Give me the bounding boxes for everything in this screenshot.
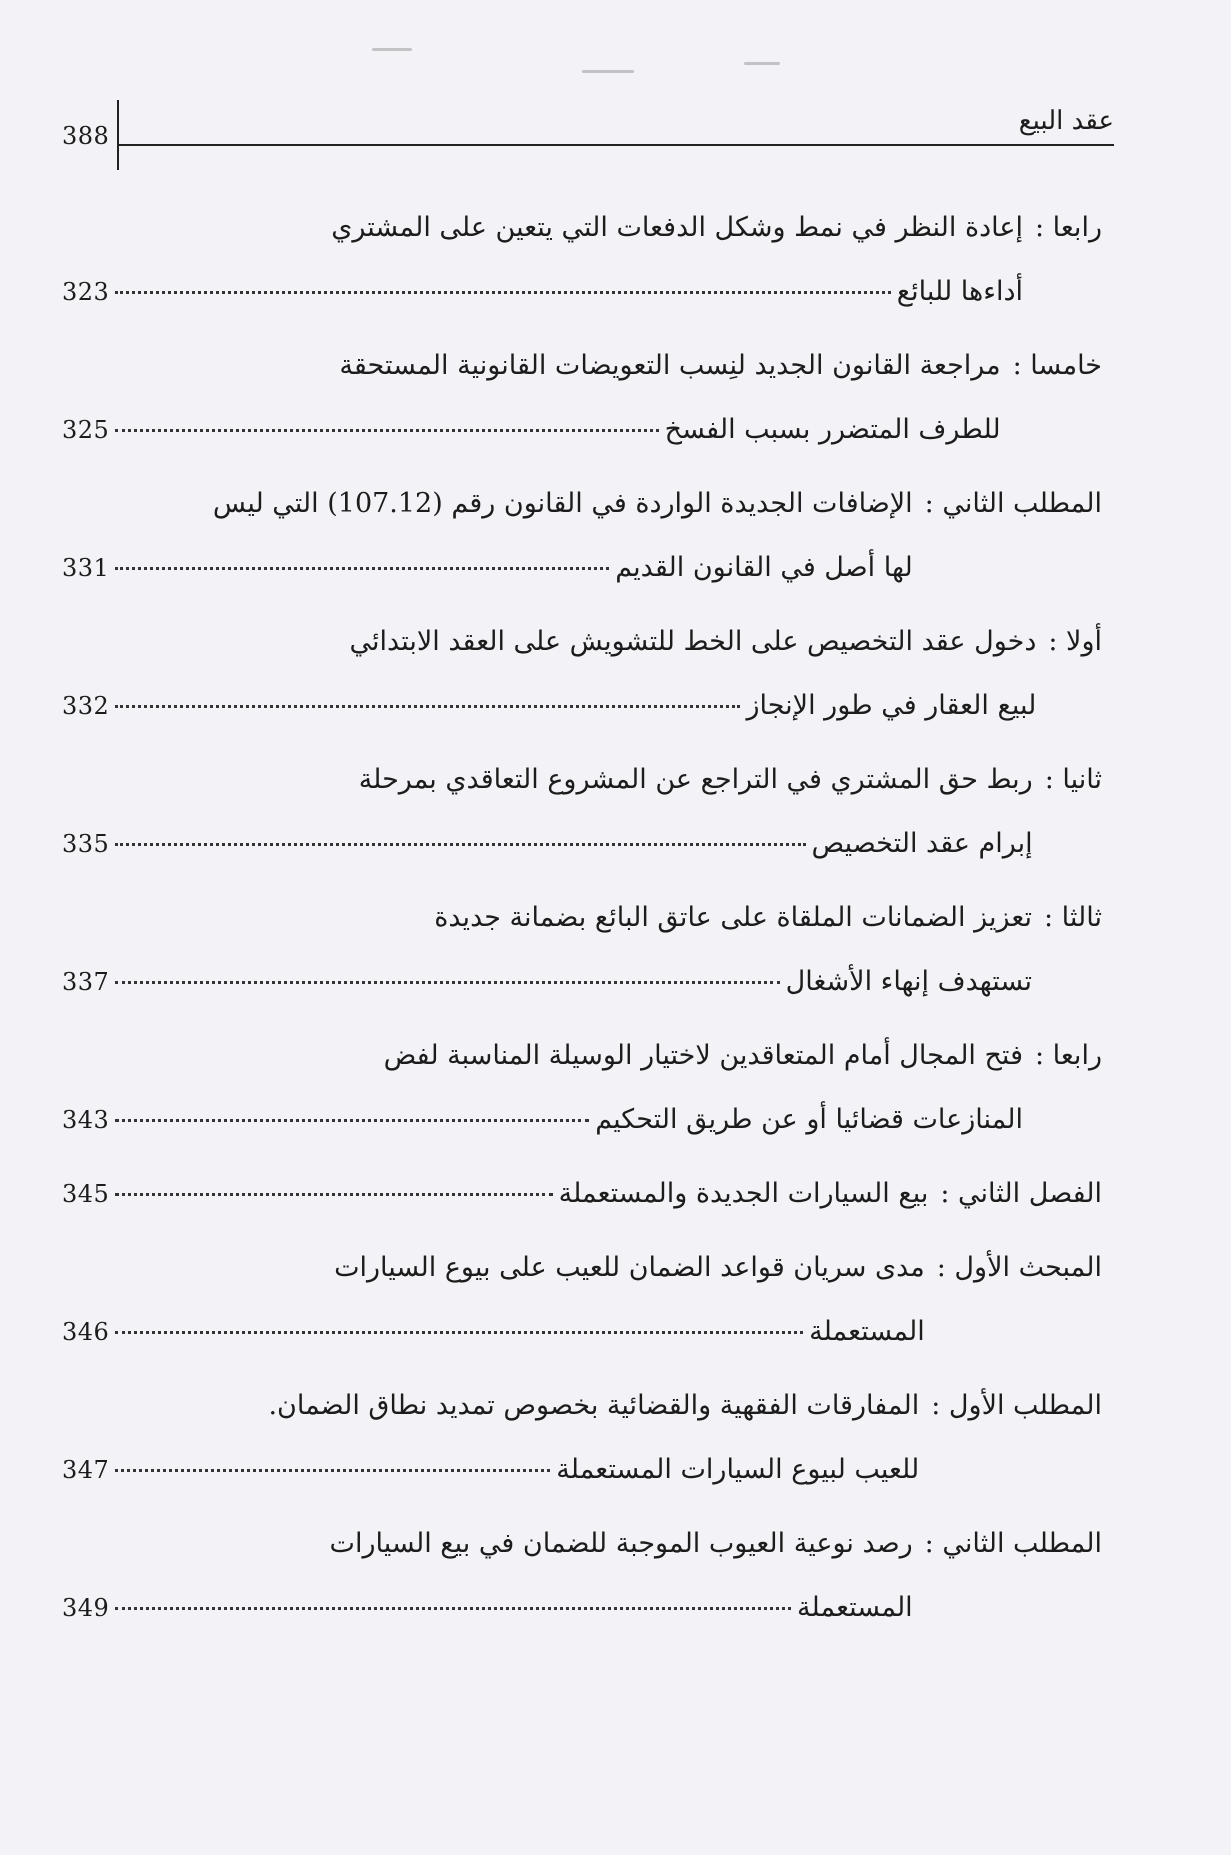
toc-entry (62, 748, 1102, 876)
toc-entry-last-line (62, 812, 1033, 876)
toc-entry-title-line: دخول عقد التخصيص على الخط للتشويش على العقد الابتدائي (349, 626, 1037, 657)
toc-entry-last-line (62, 398, 1001, 462)
toc-entry-title-line: فتح المجال أمام المتعاقدين لاختيار الوسيلة المناسبة لفض (383, 1040, 1023, 1071)
toc-entry-title-line: مدى سريان قواعد الضمان للعيب على بيوع السيارات (334, 1252, 925, 1283)
scan-smudge (744, 62, 780, 65)
scan-smudge (582, 70, 634, 73)
table-of-contents (62, 196, 1102, 1650)
toc-page-number[interactable]: 347 (62, 1456, 110, 1484)
toc-entry-last-line (62, 1438, 919, 1502)
toc-entry (62, 1374, 1102, 1502)
toc-entry-body (62, 196, 1023, 324)
toc-entry-title-end: لبيع العقار في طور الإنجاز (746, 690, 1037, 721)
toc-entry-body (62, 1374, 919, 1502)
toc-entry-label: المطلب الثاني : (924, 488, 1102, 519)
toc-entry-body (62, 1236, 925, 1364)
toc-entry-last-line (62, 1300, 925, 1364)
toc-entry-last-line (62, 536, 913, 600)
dot-leader (115, 705, 740, 708)
toc-entry (62, 1162, 1102, 1226)
toc-entry-body (62, 334, 1001, 462)
toc-page-number[interactable]: 343 (62, 1106, 110, 1134)
toc-entry-label: الفصل الثاني : (940, 1178, 1102, 1209)
toc-entry-title-end: للطرف المتضرر بسبب الفسخ (664, 414, 1001, 445)
toc-entry (62, 472, 1102, 600)
toc-entry-last-line (62, 950, 1032, 1014)
toc-entry-title-end: المستعملة (809, 1316, 925, 1347)
toc-entry (62, 1512, 1102, 1640)
toc-entry-title-end: المستعملة (797, 1592, 913, 1623)
toc-entry-label: ثانيا : (1044, 764, 1102, 795)
toc-page-number[interactable]: 332 (62, 692, 110, 720)
toc-entry-last-line (62, 1162, 928, 1226)
toc-entry-label: رابعا : (1035, 1040, 1102, 1071)
toc-entry-title-end: المنازعات قضائيا أو عن طريق التحكيم (595, 1104, 1023, 1135)
header-horizontal-rule (117, 144, 1114, 146)
toc-entry-title-line: إعادة النظر في نمط وشكل الدفعات التي يتعين على المشتري (331, 212, 1023, 243)
toc-entry-title-line: رصد نوعية العيوب الموجبة للضمان في بيع السيارات (329, 1528, 913, 1559)
dot-leader (115, 291, 890, 294)
dot-leader (115, 981, 779, 984)
toc-entry-last-line (62, 1088, 1023, 1152)
toc-entry-label: أولا : (1048, 626, 1102, 657)
toc-entry-title-end: أداءها للبائع (896, 276, 1023, 307)
toc-page-number[interactable]: 331 (62, 554, 110, 582)
dot-leader (115, 429, 658, 432)
toc-entry-title-line: الإضافات الجديدة الواردة في القانون رقم (107.12) التي ليس (212, 488, 913, 519)
toc-entry-label: المبحث الأول : (936, 1252, 1102, 1283)
toc-entry (62, 1024, 1102, 1152)
toc-page-number[interactable]: 325 (62, 416, 110, 444)
scan-smudge (372, 48, 412, 51)
toc-entry (62, 196, 1102, 324)
dot-leader (115, 1193, 552, 1196)
toc-entry-title-end: تستهدف إنهاء الأشغال (785, 966, 1032, 997)
toc-page-number[interactable]: 323 (62, 278, 110, 306)
header-vertical-rule (117, 100, 119, 170)
toc-page-number[interactable]: 349 (62, 1594, 110, 1622)
toc-entry-body (62, 1024, 1023, 1152)
toc-entry-body (62, 610, 1036, 738)
toc-entry (62, 1236, 1102, 1364)
toc-entry-label: المطلب الثاني : (924, 1528, 1102, 1559)
dot-leader (115, 1331, 803, 1334)
toc-entry-body (62, 748, 1033, 876)
page-number: 388 (62, 122, 110, 150)
toc-entry-title-line: ربط حق المشتري في التراجع عن المشروع التعاقدي بمرحلة (358, 764, 1033, 795)
toc-entry-label: المطلب الأول : (931, 1390, 1102, 1421)
toc-entry-label: رابعا : (1035, 212, 1102, 243)
toc-page-number[interactable]: 337 (62, 968, 110, 996)
toc-entry-last-line (62, 674, 1036, 738)
toc-entry (62, 334, 1102, 462)
dot-leader (115, 1469, 550, 1472)
toc-entry-last-line (62, 1576, 913, 1640)
page-header (62, 100, 1114, 160)
toc-entry-title-end: للعيب لبيوع السيارات المستعملة (556, 1454, 920, 1485)
toc-entry (62, 886, 1102, 1014)
toc-entry-title-end: لها أصل في القانون القديم (615, 552, 913, 583)
toc-entry-title-end: بيع السيارات الجديدة والمستعملة (558, 1178, 929, 1209)
toc-entry (62, 610, 1102, 738)
toc-entry-label: خامسا : (1012, 350, 1102, 381)
toc-page-number[interactable]: 346 (62, 1318, 110, 1346)
toc-entry-title-line: تعزيز الضمانات الملقاة على عاتق البائع بضمانة جديدة (434, 902, 1032, 933)
toc-entry-body (62, 886, 1032, 1014)
toc-entry-body (62, 472, 913, 600)
dot-leader (115, 1119, 589, 1122)
toc-entry-title-line: المفارقات الفقهية والقضائية بخصوص تمديد نطاق الضمان. (268, 1390, 920, 1421)
toc-entry-body (62, 1512, 913, 1640)
toc-page-number[interactable]: 335 (62, 830, 110, 858)
toc-entry-last-line (62, 260, 1023, 324)
dot-leader (115, 567, 609, 570)
toc-entry-title-end: إبرام عقد التخصيص (811, 828, 1033, 859)
toc-page-number[interactable]: 345 (62, 1180, 110, 1208)
dot-leader (115, 843, 805, 846)
toc-entry-label: ثالثا : (1043, 902, 1102, 933)
toc-entry-title-line: مراجعة القانون الجديد لنِسب التعويضات القانونية المستحقة (339, 350, 1001, 381)
running-title: عقد البيع (1018, 106, 1114, 136)
dot-leader (115, 1607, 791, 1610)
toc-entry-body (62, 1162, 928, 1226)
